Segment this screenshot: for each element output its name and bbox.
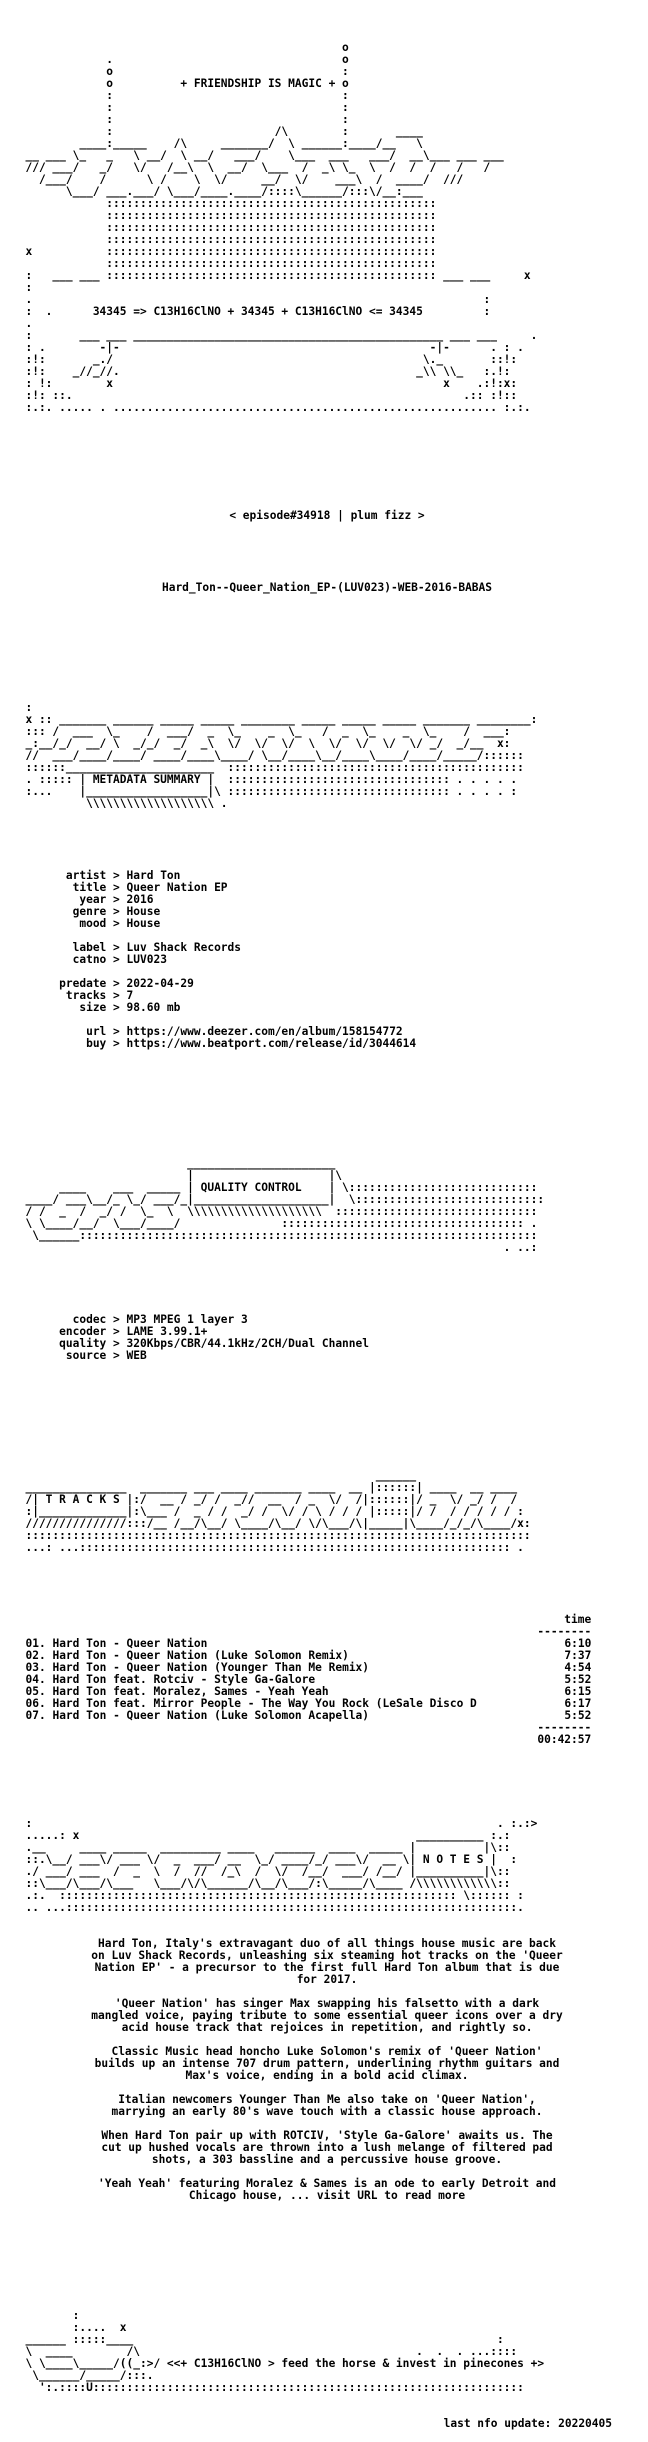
track-title: Hard Ton - Queer Nation (Luke Solomon Acapella) (52, 1709, 370, 1722)
ascii-art-line: ::\___/\___/\___ \___/\/\______/\__/\___/:\_____/\____ /\\\\\\\\\\\\:: (12, 1877, 511, 1890)
field-key: buy (12, 1037, 107, 1050)
field-source (12, 1350, 642, 1362)
field-separator: > (106, 977, 127, 990)
ascii-art-line: . (12, 317, 33, 330)
field-value: WEB (126, 1349, 147, 1362)
field-value: House (126, 917, 161, 930)
field-separator: > (106, 1037, 127, 1050)
ascii-art-line: ____:_____ /\ _______/ \ ______:____/__ \ (12, 137, 423, 150)
ascii-art-line: .. ...:::::::::::::::::::::::::::::::::::::::::::::::::::::::::::::::::::. (12, 1901, 524, 1914)
ascii-art-line: . ::::: | METADATA SUMMARY | ::::::::::::::::::::::::::::::::: . . . . . (12, 773, 518, 786)
metadata-ascii-art (12, 702, 642, 810)
notes-line: on Luv Shack Records, unleashing six steaming hot tracks on the 'Queer (91, 1949, 563, 1962)
ascii-art-line: \ \____\_____/((_:>/ <<+ C13H16ClNO > feed the horse & invest in pinecones +> (12, 2357, 545, 2370)
notes-line: Max's voice, ending in a bold acid climax. (185, 2069, 469, 2082)
release-notes (12, 1938, 642, 2202)
field-separator: > (106, 1325, 127, 1338)
quality-control (12, 1314, 642, 1362)
notes-line: Hard Ton, Italy's extravagant duo of all things house music are back (97, 1937, 556, 1950)
quality-ascii-art (12, 1158, 642, 1254)
field-separator: > (106, 1337, 127, 1350)
track-title: Hard Ton feat. Moralez, Sames - Yeah Yeah (52, 1685, 329, 1698)
notes-line: Classic Music head honcho Luke Solomon's remix of 'Queer Nation' (111, 2045, 543, 2058)
field-key: quality (12, 1337, 107, 1350)
ascii-art-line: ///////////////:::/__ /__/\__/ \____/\__/ \/\___/\|_____|\____/_/_/\____/x: (12, 1517, 531, 1530)
ascii-art-line: ::::::______________________ :::::::::::::::::::::::::::::::::::::::::::: (12, 761, 524, 774)
ascii-art-line: :|_____________|:\___ / _ / / _/ / \/ / \ / / / |:::::|/ / / / / / / : (12, 1505, 524, 1518)
ascii-art-line: \ \____/__/ \___/____/ :::::::::::::::::::::::::::::::::::: . (12, 1217, 538, 1230)
notes-line: marrying an early 80's wave touch with a classic house approach. (111, 2105, 543, 2118)
header-ascii-art (12, 30, 642, 414)
track-title: Hard Ton - Queer Nation (Luke Solomon Remix) (52, 1649, 349, 1662)
ascii-art-line: /___/ / \ / \ \/ __/ \/ ___\ / ____/ /// (12, 173, 464, 186)
field-key: predate (12, 977, 107, 990)
ascii-art-line: ____ ___ _____ | QUALITY CONTROL | \:::::::::::::::::::::::::::: (12, 1181, 538, 1194)
ascii-art-line: :!: _./ \._ ::!: (12, 353, 518, 366)
notes-line: shots, a 303 bassline and a percussive house groove. (151, 2153, 503, 2166)
notes-line: Chicago house, ... visit URL to read more (188, 2189, 466, 2202)
ascii-art-line: : : (12, 101, 349, 114)
field-key: encoder (12, 1325, 107, 1338)
notes-line: Nation EP' - a precursor to the first full Hard Ton album that is due (94, 1961, 560, 1974)
field-value: 2022-04-29 (126, 977, 194, 990)
ascii-art-line: ::::::::::::::::::::::::::::::::::::::::::::::::: (12, 209, 437, 222)
ascii-art-line: :!: ::. .:: :!:: (12, 389, 518, 402)
time-column-header: time (12, 1613, 592, 1626)
field-value: LAME 3.99.1+ (126, 1325, 208, 1338)
track-number: 03. (25, 1661, 46, 1674)
ascii-art-line: ::::::::::::::::::::::::::::::::::::::::::::::::: (12, 221, 437, 234)
field-value: House (126, 905, 161, 918)
track-number: 05. (25, 1685, 46, 1698)
ascii-art-line: / / _ / _/ / \_ \ \\\\\\\\\\\\\\\\\\\\ :::::::::::::::::::::::::::::: (12, 1205, 538, 1218)
ascii-art-line: o : (12, 65, 349, 78)
track-time: 6:10 (564, 1637, 592, 1650)
total-time: 00:42:57 (12, 1733, 592, 1746)
ascii-art-line: _:__/_/ __/ \ _/_/ _/ _\ \/ \/ \/ \ \/ \/ \/ \/ _/ _/__ x: (12, 737, 511, 750)
ascii-art-line: /// ___/ _/ \/ /__\ \ __/ \___ / _\ \_ \ / / / / / (12, 161, 491, 174)
tracklist (12, 1614, 642, 1746)
field-separator: > (106, 893, 127, 906)
ascii-art-line: : !: x x .:!:x: (12, 377, 518, 390)
notes-line: When Hard Ton pair up with ROTCIV, 'Style Ga-Galore' awaits us. The (101, 2129, 553, 2142)
field-value: 98.60 mb (126, 1001, 181, 1014)
field-key: genre (12, 905, 107, 918)
field-key: mood (12, 917, 107, 930)
ascii-art-line: . : (12, 293, 491, 306)
ascii-art-line: x ::::::::::::::::::::::::::::::::::::::::::::::::: (12, 245, 437, 258)
ascii-art-line: \ ____ /\ . . . ...:::: (12, 2345, 518, 2358)
field-value: Hard Ton (126, 869, 181, 882)
field-mood (12, 918, 642, 930)
ascii-art-line: \______/_____/:::. (12, 2369, 154, 2382)
field-separator: > (106, 881, 127, 894)
nfo-document (12, 6, 642, 2442)
field-value: 7 (126, 989, 134, 1002)
field-separator: > (106, 869, 127, 882)
field-separator: > (106, 917, 127, 930)
field-key: catno (12, 953, 107, 966)
field-key: source (12, 1349, 107, 1362)
field-key: tracks (12, 989, 107, 1002)
ascii-art-line: _______________ _______ ___ ____ _______ ____ __ |::::::| ____ __ ____ (12, 1481, 518, 1494)
ascii-art-line: \___/ ___.___/ \___/____.____/::::\______/:::\/__:___ (12, 185, 423, 198)
track-number: 06. (25, 1697, 46, 1710)
field-separator: > (106, 1025, 127, 1038)
ascii-art-line: : . :.:> (12, 1817, 538, 1830)
ascii-art-line: :!: _//_//. _\\ \\_ :.!: (12, 365, 511, 378)
track-title: Hard Ton feat. Rotciv - Style Ga-Galore (52, 1673, 316, 1686)
field-key: year (12, 893, 107, 906)
field-key: url (12, 1025, 107, 1038)
ascii-art-line: o (12, 41, 349, 54)
ascii-art-line: .__ ____ _____ _________ ____ ______ ____ _____ | |\:: (12, 1841, 511, 1854)
notes-line: mangled voice, paying tribute to some essential queer icons over a dry (91, 2009, 563, 2022)
field-separator: > (106, 1349, 127, 1362)
ascii-art-line: ______ :::::____ : (12, 2333, 504, 2346)
time-rule: -------- (12, 1625, 592, 1638)
ascii-art-line: : (12, 2309, 80, 2322)
ascii-art-line: ::::::::::::::::::::::::::::::::::::::::::::::::: (12, 233, 437, 246)
track-time: 6:17 (564, 1697, 592, 1710)
ascii-art-line: : (12, 281, 33, 294)
ascii-art-line: .....: x __________ :.: (12, 1829, 511, 1842)
ascii-art-line: : /\ : ____ (12, 125, 423, 138)
ascii-art-line: ::::::::::::::::::::::::::::::::::::::::::::::::: (12, 197, 437, 210)
ascii-art-line: : . -|- -|- . : . (12, 341, 524, 354)
release-name: Hard_Ton--Queer_Nation_EP-(LUV023)-WEB-2016-BABAS (161, 581, 493, 594)
ascii-art-line: :... |__________________|\ ::::::::::::::::::::::::::::::::: . . . . : (12, 785, 518, 798)
ascii-art-line: \______:::::::::::::::::::::::::::::::::::::::::::::::::::::::::::::::::::: (12, 1229, 538, 1242)
ascii-art-line: : ___ ___ ::::::::::::::::::::::::::::::::::::::::::::::::: ___ ___ x (12, 269, 531, 282)
notes-line: acid house track that rejoices in repetition, and rightly so. (121, 2021, 533, 2034)
ascii-art-line: x :: _______ ______ _____ _____ ________ _____ _____ _____ _______ ________: (12, 713, 538, 726)
track-time: 5:52 (564, 1673, 592, 1686)
track-number: 02. (25, 1649, 46, 1662)
field-value: MP3 MPEG 1 layer 3 (126, 1313, 248, 1326)
track-number: 07. (25, 1709, 46, 1722)
track-number: 04. (25, 1673, 46, 1686)
notes-ascii-art (12, 1818, 642, 1914)
field-link[interactable]: https://www.beatport.com/release/id/3044614 (126, 1037, 417, 1050)
track-time: 5:52 (564, 1709, 592, 1722)
notes-line: cut up hushed vocals are thrown into a lush melange of filtered pad (101, 2141, 553, 2154)
ascii-art-line: ::: / ___ \_ / ___/ _ \_ _ \_ / _ \_ _ \_ / ___: (12, 725, 511, 738)
tracks-ascii-art (12, 1470, 642, 1554)
field-key: codec (12, 1313, 107, 1326)
ascii-art-line: . o (12, 53, 349, 66)
track-time: 6:15 (564, 1685, 592, 1698)
field-buy (12, 1038, 642, 1050)
last-update: last nfo update: 20220405 (443, 2417, 612, 2430)
track-time: 7:37 (564, 1649, 592, 1662)
field-separator: > (106, 1001, 127, 1014)
track-title: Hard Ton - Queer Nation (52, 1637, 208, 1650)
field-key: size (12, 1001, 107, 1014)
metadata-summary (12, 870, 642, 1050)
ascii-art-line: : . 34345 => C13H16ClNO + 34345 + C13H16ClNO <= 34345 : (12, 305, 491, 318)
field-key: label (12, 941, 107, 954)
field-key: title (12, 881, 107, 894)
time-rule: -------- (12, 1721, 592, 1734)
ascii-art-line: __ ___ \_ _ \ __/ \ __/ ___/ \___ ___ ___/ __\___ ___ ___ (12, 149, 504, 162)
ascii-art-line: ::::::::::::::::::::::::::::::::::::::::::::::::: (12, 257, 437, 270)
ascii-art-line: \\\\\\\\\\\\\\\\\\\ . (12, 797, 228, 810)
field-separator: > (106, 989, 127, 1002)
field-value: 320Kbps/CBR/44.1kHz/2CH/Dual Channel (126, 1337, 369, 1350)
field-size (12, 1002, 642, 1014)
ascii-art-line: : (12, 701, 33, 714)
ascii-art-line: .:. ::::::::::::::::::::::::::::::::::::::::::::::::::::::::::: \:::::: : (12, 1889, 524, 1902)
ascii-art-line: ____/ ___\__/_ \_/ ___/_|____________________| \:::::::::::::::::::::::::::: (12, 1193, 545, 1206)
field-separator: > (106, 905, 127, 918)
notes-line: Italian newcomers Younger Than Me also take on 'Queer Nation', (118, 2093, 536, 2106)
ascii-art-line: /| T R A C K S |:/ __ / _/ / _// __ / _ \/ /|::::::|/ _ \/ _/ / / (12, 1493, 518, 1506)
notes-line: builds up an intense 707 drum pattern, underlining rhythm guitars and (94, 2057, 560, 2070)
ascii-art-line: ':.::::U:::::::::::::::::::::::::::::::::::::::::::::::::::::::::::::::: (12, 2381, 524, 2394)
ascii-art-line: ::.\__/ ___\/ ___ \/ _ ___/ __ \_/ ____/_/ ___\/ __ \| N O T E S | : (12, 1853, 518, 1866)
track-title: Hard Ton - Queer Nation (Younger Than Me Remix) (52, 1661, 370, 1674)
ascii-art-line: ______________________ (12, 1157, 336, 1170)
track-title: Hard Ton feat. Mirror People - The Way You Rock (LeSale Disco D (52, 1697, 477, 1710)
ascii-art-line: | |\ (12, 1169, 343, 1182)
ascii-art-line: // ___/____/____/ ____/____\____/ \__/____\__/____\____/____/_____/:::::: (12, 749, 524, 762)
track-time: 4:54 (564, 1661, 592, 1674)
ascii-art-line: : : (12, 89, 349, 102)
field-link[interactable]: https://www.deezer.com/en/album/158154772 (126, 1025, 403, 1038)
ascii-art-line: : : (12, 113, 349, 126)
ascii-art-line: ...: ...:::::::::::::::::::::::::::::::::::::::::::::::::::::::::::::::: . (12, 1541, 524, 1554)
ascii-art-line: :.:. ..... . ......................................................... :.:. (12, 401, 531, 414)
field-separator: > (106, 941, 127, 954)
notes-line: 'Queer Nation' has singer Max swapping his falsetto with a dark (114, 1997, 540, 2010)
notes-line: 'Yeah Yeah' featuring Moralez & Sames is an ode to early Detroit and (97, 2177, 556, 2190)
ascii-art-line: ::::::::::::::::::::::::::::::::::::::::::::::::::::::::::::::::::::::::::: (12, 1529, 531, 1542)
notes-line: for 2017. (296, 1973, 358, 1986)
field-separator: > (106, 1313, 127, 1326)
ascii-art-line: :.... x (12, 2321, 127, 2334)
footer-ascii-art (12, 2310, 642, 2394)
ascii-art-line: ______ (12, 1469, 417, 1482)
track-number: 01. (25, 1637, 46, 1650)
episode-line: < episode#34918 | plum fizz > (229, 509, 425, 522)
field-value: 2016 (126, 893, 154, 906)
ascii-art-line: : ___ ___ ______________________________________________ ___ ___ . (12, 329, 538, 342)
field-separator: > (106, 953, 127, 966)
field-catno (12, 954, 642, 966)
field-value: Luv Shack Records (126, 941, 242, 954)
field-value: LUV023 (126, 953, 167, 966)
ascii-art-line: . ..: (12, 1241, 538, 1254)
ascii-art-line: o + FRIENDSHIP IS MAGIC + o (12, 77, 349, 90)
field-key: artist (12, 869, 107, 882)
ascii-art-line: ./ ___/ ___ / _ \ / // /_\ / \/ /__/ ___/ /__/ |__________|\:: (12, 1865, 511, 1878)
field-value: Queer Nation EP (126, 881, 228, 894)
